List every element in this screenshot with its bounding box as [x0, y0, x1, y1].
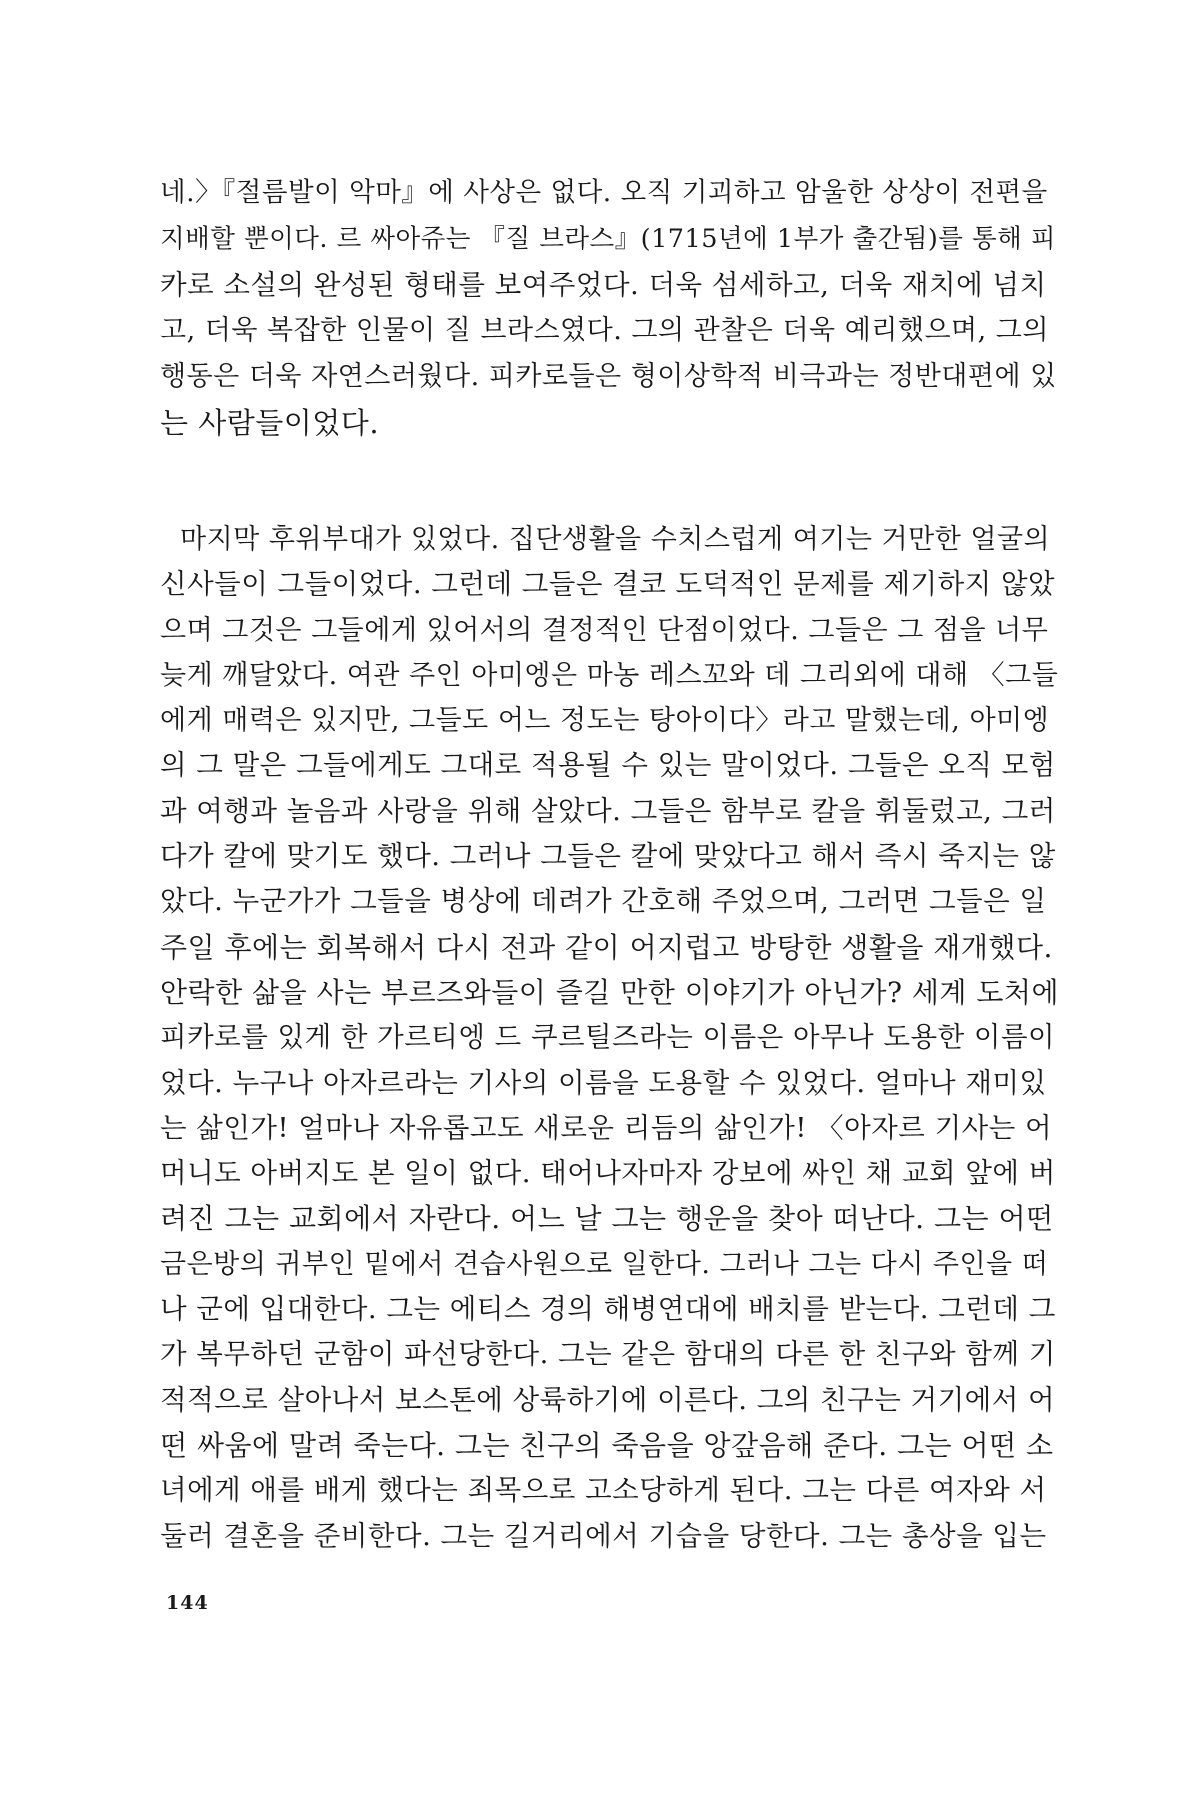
text-line: 고, 더욱 복잡한 인물이 질 브라스였다. 그의 관찰은 더욱 예리했으며, 그의 — [160, 315, 1049, 346]
text-line: 피카로를 있게 한 가르티엥 드 쿠르틸즈라는 이름은 아무나 도용한 이름이 — [160, 1021, 1056, 1054]
text-line: 는 삶인가! 얼마나 자유롭고도 새로운 리듬의 삶인가! 〈아자르 기사는 어 — [160, 1111, 1053, 1144]
text-line: 의 그 말은 그들에게도 그대로 적용될 수 있는 말이었다. 그들은 오직 모험 — [160, 749, 1056, 782]
text-line: 려진 그는 교회에서 자란다. 어느 날 그는 행운을 찾아 떠난다. 그는 어떤 — [160, 1202, 1054, 1236]
text-line: 늦게 깨달았다. 여관 주인 아미엥은 마농 레스꼬와 데 그리외에 대해 〈그들 — [160, 659, 1059, 691]
text-line: 지배할 뿐이다. 르 싸아쥬는 『질 브라스』(1715년에 1부가 출간됨)를 통해 피 — [160, 224, 1057, 254]
text-line: 안락한 삶을 사는 부르즈와들이 즐길 만한 이야기가 아닌가? 세계 도처에 — [160, 975, 1060, 1009]
text-line: 머니도 아버지도 본 일이 없다. 태어나자마자 강보에 싸인 채 교회 앞에 버 — [160, 1157, 1056, 1190]
text-line: 네.〉『절름발이 악마』에 사상은 없다. 오직 기괴하고 암울한 상상이 전편을 — [160, 177, 1048, 208]
page-number: 144 — [166, 1592, 209, 1614]
text-line: 았다. 누군가가 그들을 병상에 데려가 간호해 주었으며, 그러면 그들은 일 — [160, 885, 1047, 918]
text-line: 떤 싸움에 말려 죽는다. 그는 친구의 죽음을 앙갚음해 준다. 그는 어떤 소 — [160, 1428, 1054, 1462]
text-line: 과 여행과 놀음과 사랑을 위해 살았다. 그들은 함부로 칼을 휘둘렀고, 그러 — [160, 794, 1056, 827]
text-line: 나 군에 입대한다. 그는 에티스 경의 해병연대에 배치를 받는다. 그런데 그 — [160, 1293, 1056, 1326]
text-line: 가 복무하던 군함이 파선당한다. 그는 같은 함대의 다른 한 친구와 함께 기 — [160, 1338, 1056, 1371]
paragraph-1 — [160, 170, 1060, 446]
text-line: 는 사람들이었다. — [160, 406, 380, 440]
text-line: 에게 매력은 있지만, 그들도 어느 정도는 탕아이다〉라고 말했는데, 아미엥 — [160, 705, 1050, 737]
text-line: 행동은 더욱 자연스러웠다. 피카로들은 형이상학적 비극과는 정반대편에 있 — [160, 361, 1057, 392]
text-line: 마지막 후위부대가 있었다. 집단생활을 수치스럽게 여기는 거만한 얼굴의 — [180, 524, 1051, 555]
text-line: 적적으로 살아나서 보스톤에 상륙하기에 이른다. 그의 친구는 거기에서 어 — [160, 1383, 1056, 1416]
paragraph-2 — [160, 517, 1060, 1559]
text-line: 카로 소설의 완성된 형태를 보여주었다. 더욱 섬세하고, 더욱 재치에 넘치 — [160, 269, 1047, 301]
text-line: 다가 칼에 맞기도 했다. 그러나 그들은 칼에 맞았다고 해서 즉시 죽지는 않 — [160, 840, 1056, 873]
text-line: 녀에게 애를 배게 했다는 죄목으로 고소당하게 된다. 그는 다른 여자와 서 — [160, 1474, 1047, 1507]
text-line: 었다. 누구나 아자르라는 기사의 이름을 도용할 수 있었다. 얼마나 재미있 — [160, 1066, 1047, 1099]
text-line: 주일 후에는 회복해서 다시 전과 같이 어지럽고 방탕한 생활을 재개했다. — [160, 930, 1053, 964]
text-line: 둘러 결혼을 준비한다. 그는 길거리에서 기습을 당한다. 그는 총상을 입는 — [160, 1519, 1047, 1552]
text-line: 신사들이 그들이었다. 그런데 그들은 결코 도덕적인 문제를 제기하지 않았 — [160, 568, 1056, 601]
text-line: 으며 그것은 그들에게 있어서의 결정적인 단점이었다. 그들은 그 점을 너무 — [160, 614, 1049, 646]
text-line: 금은방의 귀부인 밑에서 견습사원으로 일한다. 그러나 그는 다시 주인을 떠 — [160, 1248, 1049, 1280]
